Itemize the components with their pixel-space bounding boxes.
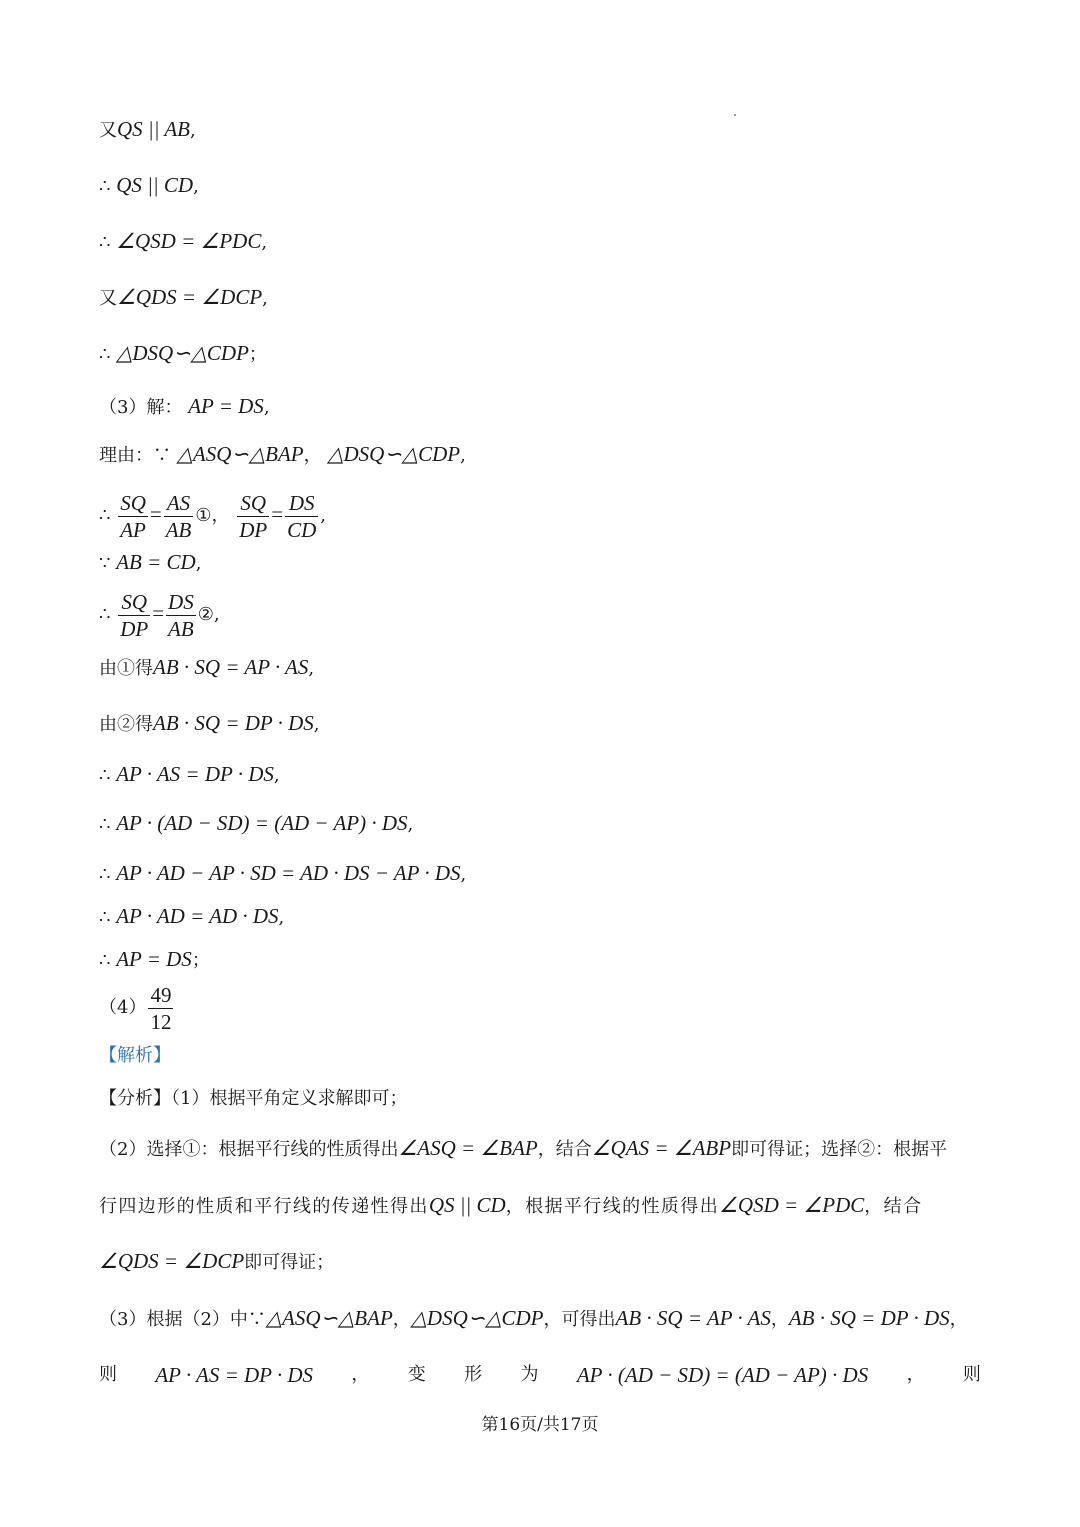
analysis-line-3: 行四边形的性质和平行线的传递性得出QS || CD，根据平行线的性质得出∠QSD = ∠PDC，结合 bbox=[99, 1193, 923, 1217]
derivation-line-3: ∴ AP · AS = DP · DS, bbox=[99, 762, 280, 786]
fraction-line-1: ∴ $\frac{SQ}{AP}$ = $\frac{AS}{AB}$ ①， $\frac{SQ}{DP}$ = $\frac{DS}{CD}$ , bbox=[99, 490, 326, 542]
analysis-tag: 【解析】 bbox=[99, 1045, 171, 1066]
proof-line-4: 又∠QDS = ∠DCP, bbox=[99, 285, 268, 309]
proof-line-2: ∴ QS || CD, bbox=[99, 173, 199, 197]
analysis-line-4: ∠QDS = ∠DCP即可得证； bbox=[99, 1249, 335, 1273]
page-number: 第16页/共17页 bbox=[481, 1415, 599, 1435]
analysis-line-2: （2）选择①：根据平行线的性质得出∠ASQ = ∠BAP，结合∠QAS = ∠ABP即可得证；选择②：根据平 bbox=[99, 1136, 948, 1160]
derivation-line-7: ∴ AP = DS； bbox=[99, 947, 210, 971]
derivation-line-1: 由①得AB · SQ = AP · AS, bbox=[99, 655, 315, 679]
derivation-line-5: ∴ AP · AD − AP · SD = AD · DS − AP · DS, bbox=[99, 861, 467, 885]
analysis-line-6: 则 AP · AS = DP · DS ， 变 形 为 AP · (AD − SD) = (AD − AP) · DS ， 则 bbox=[99, 1363, 981, 1387]
fraction-sq-dp: $\frac{SQ}{DP}$ bbox=[239, 490, 268, 542]
analysis-line-1: 【分析】（1）根据平角定义求解即可； bbox=[99, 1088, 408, 1109]
analysis-line-5: （3）根据（2）中∵△ASQ∽△BAP，△DSQ∽△CDP，可得出AB · SQ = AP · AS，AB · SQ = DP · DS， bbox=[99, 1306, 968, 1330]
fraction-ds-cd: $\frac{DS}{CD}$ bbox=[287, 490, 317, 542]
because-line: ∵ AB = CD, bbox=[99, 550, 202, 574]
reason-line: 理由：∵ △ASQ∽△BAP， △DSQ∽△CDP, bbox=[99, 442, 466, 466]
fraction-sq-dp-2: $\frac{SQ}{DP}$ bbox=[120, 589, 149, 641]
fraction-sq-ap: $\frac{SQ}{AP}$ bbox=[120, 490, 146, 542]
part3-heading: （3）解： AP = DS, bbox=[99, 394, 270, 418]
proof-line-1: 又QS || AB, bbox=[99, 117, 196, 141]
fraction-ds-ab: $\frac{DS}{AB}$ bbox=[168, 589, 194, 641]
fraction-as-ab: $\frac{AS}{AB}$ bbox=[165, 490, 192, 542]
answer-4: （4） $\frac{49}{12}$ bbox=[99, 982, 172, 1034]
proof-line-3: ∴ ∠QSD = ∠PDC, bbox=[99, 229, 268, 253]
fraction-49-12: $\frac{49}{12}$ bbox=[150, 982, 172, 1034]
stray-mark bbox=[734, 114, 736, 116]
proof-line-5: ∴ △DSQ∽△CDP； bbox=[99, 341, 267, 365]
derivation-line-4: ∴ AP · (AD − SD) = (AD − AP) · DS, bbox=[99, 811, 414, 835]
fraction-line-2: ∴ $\frac{SQ}{DP}$ = $\frac{DS}{AB}$ ②, bbox=[99, 589, 220, 641]
derivation-line-2: 由②得AB · SQ = DP · DS, bbox=[99, 711, 320, 735]
derivation-line-6: ∴ AP · AD = AD · DS, bbox=[99, 904, 285, 928]
